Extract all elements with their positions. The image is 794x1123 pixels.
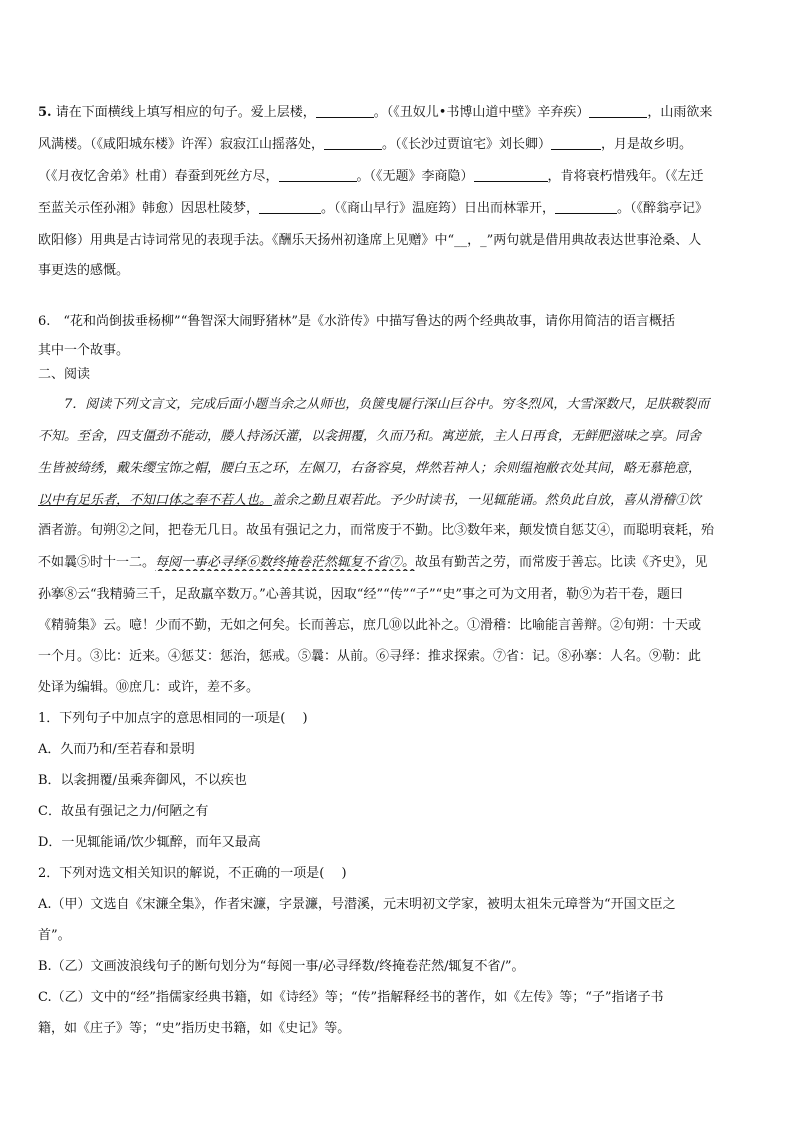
answer-blank[interactable]: [474, 168, 548, 182]
option-b[interactable]: B．以衾拥覆/虽乘奔御风，不以疾也: [38, 773, 247, 788]
option-b[interactable]: B.（乙）文画波浪线句子的断句划分为“每阅一事/必寻绎数/终掩卷茫然/辄复不省/”。: [38, 959, 525, 974]
option-c-continued: 籍，如《庄子》等；“史”指历史书籍，如《史记》等。: [38, 1021, 351, 1036]
q5-text: 。（《丑奴儿•书博山道中壁》辛弃疾）: [373, 105, 590, 120]
q7-passage-line: 酒者游。旬朔②之间，把卷无几日。故虽有强记之力，而常废于不勤。比③数年来，颠发愤自惩艾④，而聪明衰耗，殆: [38, 523, 715, 538]
answer-blank[interactable]: [551, 136, 601, 150]
q5-line-5: 欧阳修）用典是古诗词常见的表现手法。《酬乐天扬州初逢席上见赠》中“__，_”两句就是借用典故表达世事沧桑、人: [38, 233, 702, 248]
passage-text: 故虽有勤苦之劳，而常废于善忘。比读《齐史》，见: [415, 555, 708, 570]
q7-passage-line: [38, 554, 758, 571]
answer-blank[interactable]: [316, 104, 374, 118]
q5-text: ，月是故乡明。: [601, 137, 693, 152]
answer-blank[interactable]: [259, 200, 321, 214]
q5-text: 请在下面横线上填写相应的句子。爱上层楼，: [55, 105, 316, 120]
q6-line-1: 6. “花和尚倒拔垂杨柳”“鲁智深大闹野猪林”是《水浒传》中描写鲁达的两个经典故事，请你用简洁的语言概括: [38, 314, 675, 329]
option-a[interactable]: A.（甲）文选自《宋濂全集》，作者宋濂，字景濂，号潜溪，元末明初文学家，被明太祖朱元璋誉为“开国文臣之: [38, 897, 676, 912]
passage-text: 盖余之勤且艰若此。予少时读书，一见辄能诵。然负此自放，喜从滑稽①饮: [272, 493, 702, 508]
q5-line-4: [38, 200, 758, 217]
q5-line-2: [38, 136, 758, 153]
answer-blank[interactable]: [589, 104, 647, 118]
wavy-underlined-sentence: 每阅一事必寻绎⑥数终掩卷茫然辄复不省⑦。: [155, 555, 416, 570]
q5-text: 风满楼。（《咸阳城东楼》许浑）寂寂江山摇落处，: [38, 137, 325, 152]
q6-line-2: 其中一个故事。: [38, 343, 130, 358]
option-d[interactable]: D．一见辄能诵/饮少辄醉，而年又最高: [38, 835, 261, 850]
q5-text: 。（《无题》李商隐）: [356, 169, 474, 184]
q7-passage-line: 处译为编辑。⑩庶几：或许，差不多。: [38, 680, 260, 695]
q5-text: ，肯将衰朽惜残年。（《左迁: [547, 169, 704, 184]
q7-passage-line: [38, 492, 758, 509]
q5-text: ，山雨欲来: [647, 105, 713, 120]
section-title: 二、阅读: [38, 367, 91, 382]
q5-line-6: 事更迭的感慨。: [38, 263, 130, 278]
option-a[interactable]: A．久而乃和/至若春和景明: [38, 742, 195, 757]
q5-number: 5.: [38, 105, 52, 120]
q7-passage-line: 孙搴⑧云“我精骑三千，足敌羸卒数万。”心善其说，因取“经”“传”“子”“史”事之可为文用者，勒⑨为若干卷，题曰: [38, 587, 683, 602]
q5-text: 至蓝关示侄孙湘》韩愈）因思杜陵梦，: [38, 201, 260, 216]
q7-passage-line: 《精骑集》云。噫！少而不勤，无如之何矣。长而善忘，庶几⑩以此补之。①滑稽：比喻能言善辩。②旬朔：十天或: [38, 618, 702, 633]
q5-line-3: [38, 168, 758, 185]
option-c[interactable]: C．故虽有强记之力/何陋之有: [38, 804, 209, 819]
passage-text: 不如曩⑤时十一二。: [38, 555, 156, 570]
option-a-continued: 首”。: [38, 928, 71, 943]
q5-text: （《月夜忆舍弟》杜甫）春蚕到死丝方尽，: [38, 169, 279, 184]
q7-passage-line: 一个月。③比：近来。④惩艾：惩治，惩戒。⑤曩：从前。⑥寻绎：推求探索。⑦省：记。⑧孙搴：人名。⑨勒：此: [38, 649, 702, 664]
q7-passage-line: 生皆被绮绣，戴朱缨宝饰之帽，腰白玉之环，左佩刀，右备容臭，烨然若神人；余则缊袍敝衣处其间，略无慕艳意，: [38, 461, 702, 476]
q5-text: 。（《醉翁亭记》: [617, 201, 709, 216]
q5-text: 。（《商山早行》温庭筠）日出而林霏开，: [321, 201, 556, 216]
q5-line-1: [38, 104, 758, 121]
underlined-sentence: 以中有足乐者，不知口体之奉不若人也。: [38, 493, 273, 508]
answer-blank[interactable]: [279, 168, 357, 182]
q7-passage-line: 不知。至舍，四支僵劲不能动，媵人持汤沃灌，以衾拥覆，久而乃和。寓逆旅，主人日再食，无鲜肥滋味之享。同舍: [38, 429, 702, 444]
q7-passage-line: 7．阅读下列文言文，完成后面小题当余之从师也，负箧曳屣行深山巨谷中。穷冬烈风，大雪深数尺，足肤皲裂而: [38, 397, 710, 412]
answer-blank[interactable]: [555, 200, 617, 214]
option-c[interactable]: C.（乙）文中的“经”指儒家经典书籍，如《诗经》等；“传”指解释经书的著作，如《左传》等；“子”指诸子书: [38, 990, 664, 1005]
answer-blank[interactable]: [324, 136, 382, 150]
subquestion-2-stem: 2．下列对选文相关知识的解说，不正确的一项是( ): [38, 866, 347, 881]
q5-text: 。（《长沙过贾谊宅》刘长卿）: [382, 137, 552, 152]
subquestion-1-stem: 1．下列句子中加点字的意思相同的一项是( ): [38, 711, 308, 726]
